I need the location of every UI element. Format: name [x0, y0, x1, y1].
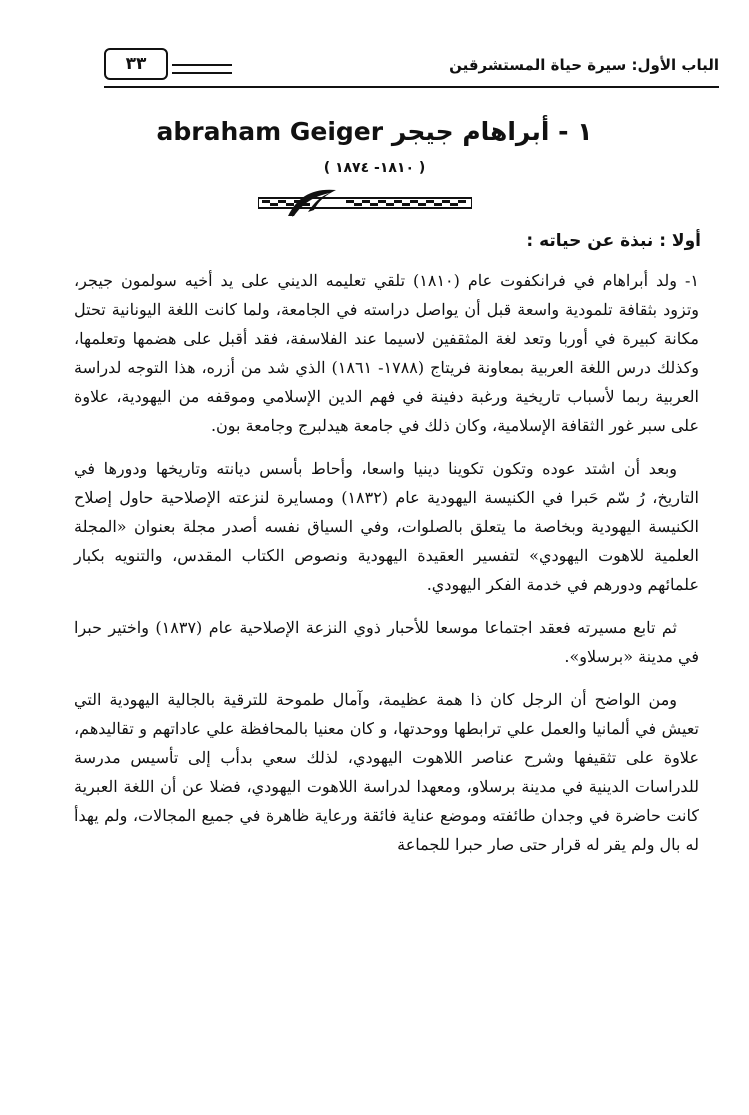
section-heading-number: ١ - أبراهام جيجر [391, 117, 593, 146]
paragraph: وبعد أن اشتد عوده وتكون تكوينا دينيا واسعا، وأحاط بأسس ديانته وتاريخها ودورها في التاريخ، رُ سّم حَبرا في الكنيسة اليهودية عام (١٨٣٢) ومسايرة لنزعته الإصلاحية حاول إصلاح الكنيسة اليهودية وبخاصة ما يتعلق بالصلوات، وفي السياق نفسه أصدر مجلة بعنوان «المجلة العلمية للاهوت اليهودي» لتفسير العقيدة اليهودية ونصوص الكتاب المقدس، والتنويه بكبار علمائهم ودورهم في خدمة الفكر اليهودي. [74, 459, 699, 594]
subsection-heading: أولا : نبذة عن حياته : [526, 231, 701, 251]
page-number: ٣٣ [104, 48, 168, 80]
header-double-line [172, 64, 232, 74]
paragraph: ١- ولد أبراهام في فرانكفوت عام (١٨١٠) تلقي تعليمه الديني على يد أخيه سولمون جيجر، وتزود بثقافة تلمودية واسعة قبل أن يواصل دراسته في الجامعة، ولما كانت اللغة اليونانية تحتل مكانة كبيرة في أوربا وتعد لغة المثقفين لاسيما عند الفلاسفة، فقد أقبل على هضمها وتعلمها، وكذلك درس اللغة العربية بمعاونة فريتاج (١٧٨٨- ١٨٦١) الذي شد من أزره، هذا التوجه لدراسة العربية ربما لأسباب تاريخية ورغبة دفينة في فهم الدين الإسلامي وموقفه من اليهودية، علاوة على سبر غور الثقافة الإسلامية، وكان ذلك في جامعة هيدلبرج وجامعة بون. [74, 271, 700, 435]
header-rule [104, 86, 719, 88]
paragraph: ثم تابع مسيرته فعقد اجتماعا موسعا للأحبار ذوي النزعة الإصلاحية عام (١٨٣٧) واختير حبرا في مدينة «برسلاو». [74, 618, 699, 666]
running-header [104, 48, 719, 88]
life-dates: ( ١٨١٠- ١٨٧٤ ) [323, 160, 426, 176]
body-text [74, 266, 699, 873]
quill-ornament-icon [258, 186, 472, 218]
chapter-title: الباب الأول: سيرة حياة المستشرقين [449, 56, 719, 74]
section-heading [0, 117, 749, 146]
section-heading-latin-name: abraham Geiger [156, 117, 384, 146]
paragraph: ومن الواضح أن الرجل كان ذا همة عظيمة، وآمال طموحة للترقية بالجالية اليهودية التي تعيش في ألمانيا والعمل علي ترابطها ووحدتها، و كان معنيا بالمحافظة علي عاداتهم و تقاليدهم، علاوة على تثقيفها وشرح عناصر اللاهوت اليهودي، لذلك سعي بدأب إلى تأسيس مدرسة للدراسات الدينية في مدينة برسلاو، ومعهدا لدراسة اللاهوت اليهودي، فضلا عن أن اللغة العبرية كانت حاضرة في وجدان طائفته وموضع عناية فائقة ورعاية ظاهرة في جميع المجالات، ولم يهدأ له بال ولم يقر له قرار حتى صار حبرا للجماعة [74, 690, 699, 854]
